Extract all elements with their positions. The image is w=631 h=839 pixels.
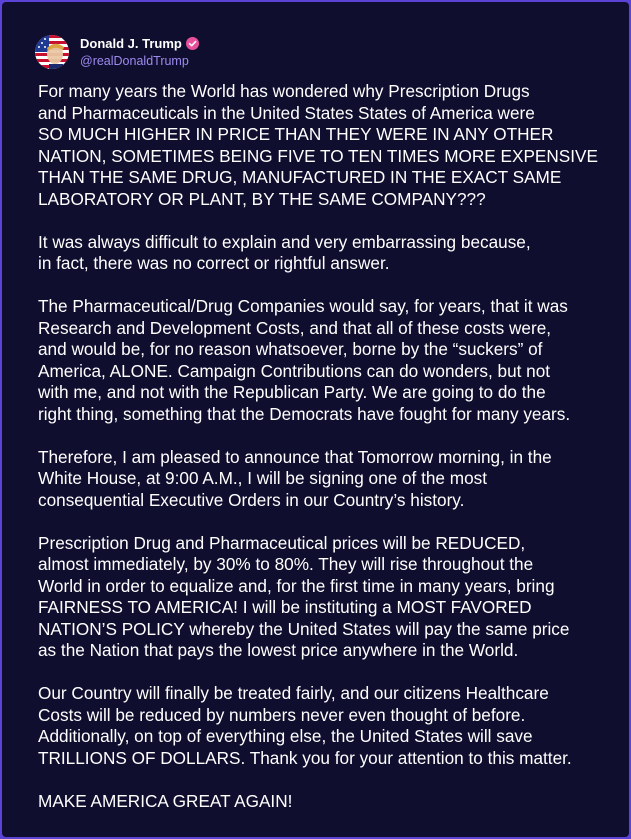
post-header <box>35 32 199 72</box>
post-paragraph: MAKE AMERICA GREAT AGAIN! <box>38 790 293 811</box>
post-paragraph: Therefore, I am pleased to announce that Tomorrow morning, in the White House, at 9:00 A.M., I will be signing one of the most consequential Executive Orders in our Country’s history. <box>38 446 552 510</box>
post-paragraph: For many years the World has wondered why Prescription Drugs and Pharmaceuticals in the United States States of America were SO MUCH HIGHER IN PRICE THAN THEY WERE IN ANY OTHER NATION, SOMETIMES BEING FIVE TO TEN TIMES MORE EXPENSIVE THAN THE SAME DRUG, MANUFACTURED IN THE EXACT SAME LABORATORY OR PLANT, BY THE SAME COMPANY??? <box>38 81 598 209</box>
author-names <box>80 35 199 70</box>
avatar-flag-icon <box>35 35 69 69</box>
author-handle[interactable]: @realDonaldTrump <box>80 53 189 68</box>
verified-badge-icon <box>186 37 199 50</box>
avatar[interactable] <box>35 35 69 69</box>
post-paragraph: It was always difficult to explain and very embarrassing because, in fact, there was no correct or rightful answer. <box>38 231 531 273</box>
author-display-name[interactable]: Donald J. Trump <box>80 35 182 51</box>
display-name-row <box>80 35 199 53</box>
post-paragraph: Prescription Drug and Pharmaceutical prices will be REDUCED, almost immediately, by 30% to 80%. They will rise throughout the World in order to equalize and, for the first time in many years, bring FAIRNESS TO AMERICA! I will be instituting a MOST FAVORED NATION’S POLICY whereby the United States will pay the same price as the Nation that pays the lowest price anywhere in the World. <box>38 532 570 660</box>
post-paragraph: The Pharmaceutical/Drug Companies would say, for years, that it was Research and Development Costs, and that all of these costs were, and would be, for no reason whatsoever, borne by the “suckers” of America, ALONE. Campaign Contributions can do wonders, but not with me, and not with the Republican Party. We are going to do the right thing, something that the Democrats have fought for many years. <box>38 296 571 424</box>
post-body <box>38 81 618 812</box>
post-paragraph: Our Country will finally be treated fairly, and our citizens Healthcare Costs will be reduced by numbers never even thought of before. Additionally, on top of everything else, the United States will save TRILLIONS OF DOLLARS. Thank you for your attention to this matter. <box>38 683 572 768</box>
post-card <box>2 2 629 837</box>
